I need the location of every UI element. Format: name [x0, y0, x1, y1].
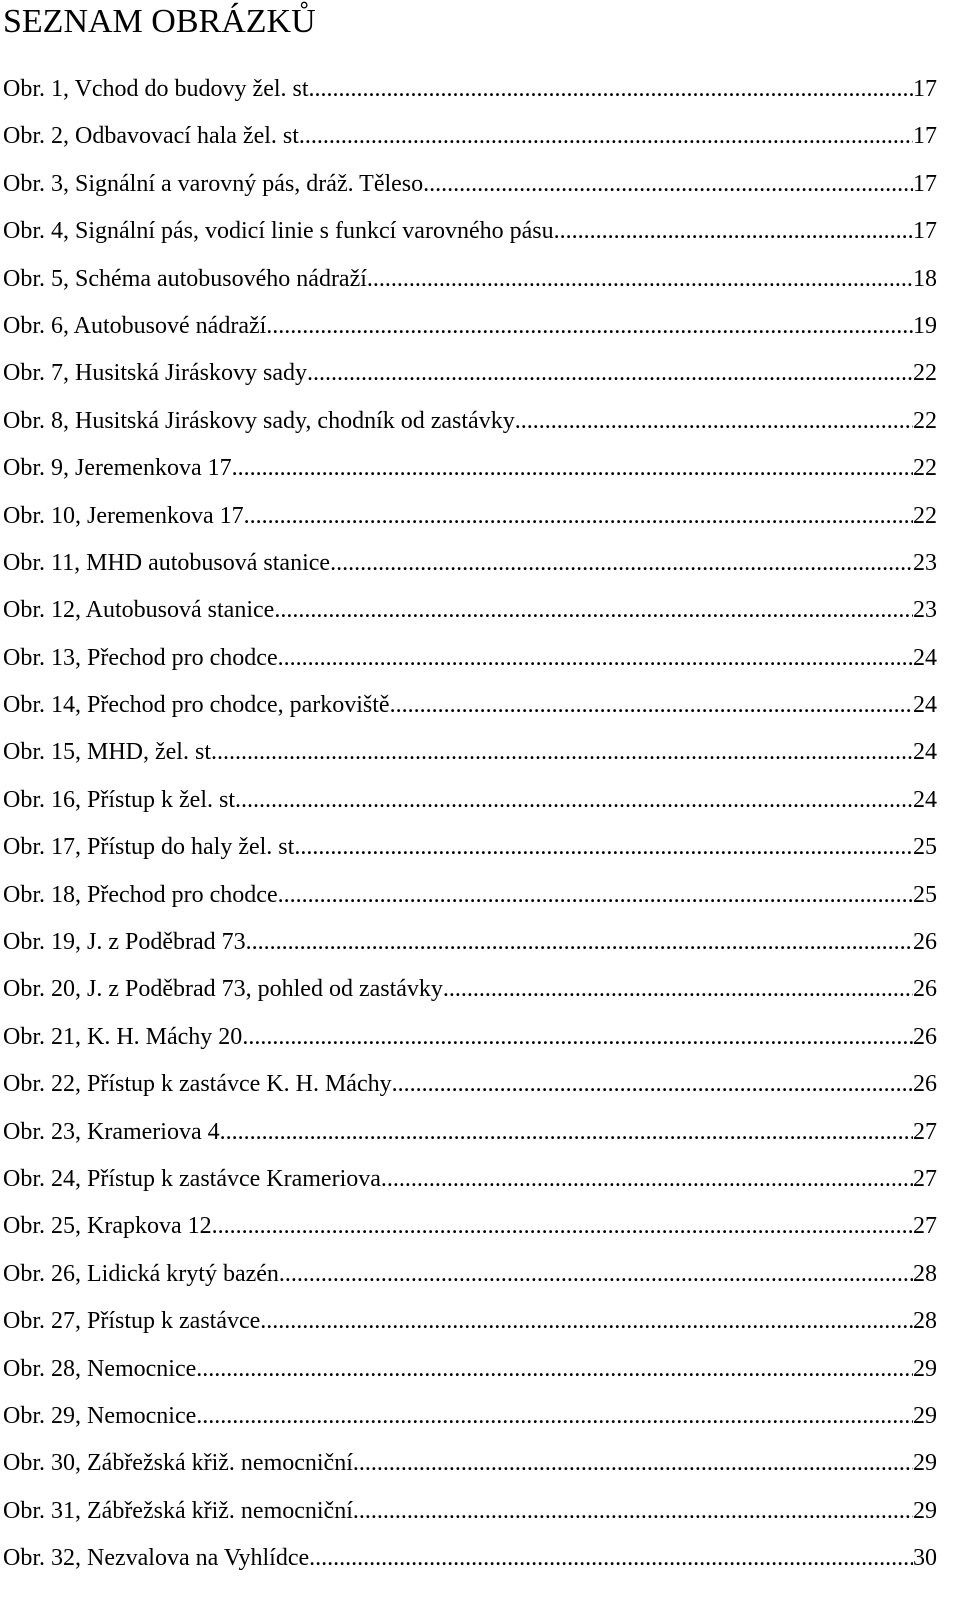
page-title: SEZNAM OBRÁZKŮ — [3, 3, 316, 40]
toc-entry-page-number: 24 — [913, 786, 937, 813]
toc-entry-label: Obr. 5, Schéma autobusového nádraží — [3, 265, 367, 292]
toc-entry-label: Obr. 17, Přístup do haly žel. st. — [3, 834, 301, 861]
toc-entry-page-number: 27 — [913, 1118, 937, 1145]
toc-entry-page-number: 17 — [913, 170, 937, 197]
toc-entry[interactable] — [3, 161, 937, 208]
toc-entry-label: Obr. 19, J. z Poděbrad 73 — [3, 929, 246, 956]
toc-entry[interactable] — [3, 1109, 937, 1156]
toc-entry-label: Obr. 16, Přístup k žel. st. — [3, 786, 241, 813]
toc-entry[interactable] — [3, 777, 937, 824]
dot-leader — [242, 1014, 913, 1061]
toc-entry-label: Obr. 28, Nemocnice — [3, 1355, 197, 1382]
dot-leader — [196, 1393, 913, 1440]
dot-leader — [554, 208, 913, 255]
toc-entry-label: Obr. 1, Vchod do budovy žel. st. — [3, 76, 315, 102]
toc-entry-label: Obr. 30, Zábřežská křiž. nemocniční — [3, 1450, 353, 1477]
toc-entry[interactable] — [3, 824, 937, 871]
toc-entry[interactable] — [3, 208, 937, 255]
toc-entry[interactable] — [3, 1535, 937, 1582]
dot-leader — [266, 303, 913, 350]
list-of-figures — [3, 66, 937, 1583]
toc-entry-label: Obr. 31, Zábřežská křiž. nemocniční — [3, 1497, 353, 1524]
toc-entry[interactable] — [3, 919, 937, 966]
toc-entry-page-number: 25 — [913, 881, 937, 908]
toc-entry[interactable] — [3, 635, 937, 682]
toc-entry-label: Obr. 2, Odbavovací hala žel. st. — [3, 123, 305, 150]
toc-entry-label: Obr. 14, Přechod pro chodce, parkoviště — [3, 692, 390, 719]
toc-entry-page-number: 26 — [913, 929, 937, 956]
toc-entry[interactable] — [3, 256, 937, 303]
toc-entry-label: Obr. 20, J. z Poděbrad 73, pohled od zastávky — [3, 976, 443, 1003]
toc-entry-label: Obr. 21, K. H. Máchy 20 — [3, 1023, 243, 1050]
toc-entry[interactable] — [3, 540, 937, 587]
toc-entry-label: Obr. 8, Husitská Jiráskovy sady, chodník od zastávky — [3, 407, 515, 434]
dot-leader — [353, 1440, 913, 1487]
dot-leader — [196, 1346, 913, 1393]
dot-leader — [212, 1203, 913, 1250]
dot-leader — [315, 66, 913, 113]
toc-entry[interactable] — [3, 1251, 937, 1298]
toc-entry-page-number: 22 — [913, 502, 937, 529]
toc-entry[interactable] — [3, 729, 937, 776]
toc-entry-label: Obr. 32, Nezvalova na Vyhlídce — [3, 1545, 310, 1572]
dot-leader — [246, 919, 913, 966]
toc-entry-label: Obr. 29, Nemocnice — [3, 1402, 197, 1429]
dot-leader — [367, 256, 913, 303]
toc-entry[interactable] — [3, 1393, 937, 1440]
toc-entry-page-number: 27 — [913, 1165, 937, 1192]
toc-entry-page-number: 23 — [913, 549, 937, 576]
toc-entry-label: Obr. 23, Krameriova 4 — [3, 1118, 220, 1145]
toc-entry-label: Obr. 26, Lidická krytý bazén — [3, 1260, 279, 1287]
toc-entry[interactable] — [3, 113, 937, 160]
toc-entry[interactable] — [3, 1156, 937, 1203]
dot-leader — [274, 587, 913, 634]
toc-entry[interactable] — [3, 398, 937, 445]
toc-entry-label: Obr. 9, Jeremenkova 17 — [3, 455, 232, 482]
dot-leader — [241, 777, 913, 824]
toc-entry-label: Obr. 7, Husitská Jiráskovy sady — [3, 360, 307, 387]
dot-leader — [307, 350, 913, 397]
dot-leader — [220, 1109, 913, 1156]
toc-entry-page-number: 29 — [913, 1497, 937, 1524]
toc-entry[interactable] — [3, 587, 937, 634]
dot-leader — [278, 872, 913, 919]
toc-entry-page-number: 22 — [913, 360, 937, 387]
toc-entry-label: Obr. 12, Autobusová stanice — [3, 597, 275, 624]
toc-entry[interactable] — [3, 1346, 937, 1393]
dot-leader — [305, 113, 913, 160]
toc-entry[interactable] — [3, 445, 937, 492]
toc-entry[interactable] — [3, 966, 937, 1013]
toc-entry-page-number: 22 — [913, 455, 937, 482]
toc-entry-page-number: 17 — [913, 123, 937, 150]
toc-entry-label: Obr. 6, Autobusové nádraží — [3, 312, 267, 339]
dot-leader — [392, 1061, 913, 1108]
toc-entry[interactable] — [3, 872, 937, 919]
toc-entry-page-number: 30 — [913, 1545, 937, 1572]
toc-entry-page-number: 26 — [913, 976, 937, 1003]
toc-entry[interactable] — [3, 350, 937, 397]
toc-entry[interactable] — [3, 1203, 937, 1250]
toc-entry[interactable] — [3, 682, 937, 729]
dot-leader — [309, 1535, 913, 1582]
dot-leader — [443, 966, 913, 1013]
toc-entry-label: Obr. 18, Přechod pro chodce — [3, 881, 278, 908]
toc-entry-page-number: 22 — [913, 407, 937, 434]
toc-entry-page-number: 17 — [913, 76, 937, 102]
toc-entry-label: Obr. 27, Přístup k zastávce — [3, 1308, 261, 1335]
toc-entry-page-number: 29 — [913, 1402, 937, 1429]
toc-entry-label: Obr. 3, Signální a varovný pás, dráž. Těleso — [3, 170, 424, 197]
toc-entry[interactable] — [3, 1440, 937, 1487]
toc-entry-page-number: 23 — [913, 597, 937, 624]
dot-leader — [390, 682, 913, 729]
dot-leader — [279, 1251, 913, 1298]
toc-entry[interactable] — [3, 66, 937, 113]
toc-entry-label: Obr. 10, Jeremenkova 17 — [3, 502, 244, 529]
toc-entry-label: Obr. 22, Přístup k zastávce K. H. Máchy — [3, 1071, 392, 1098]
toc-entry[interactable] — [3, 1014, 937, 1061]
dot-leader — [260, 1298, 913, 1345]
toc-entry-page-number: 19 — [913, 312, 937, 339]
toc-entry-page-number: 29 — [913, 1450, 937, 1477]
toc-entry-label: Obr. 11, MHD autobusová stanice — [3, 549, 331, 576]
toc-entry-page-number: 24 — [913, 644, 937, 671]
toc-entry-page-number: 26 — [913, 1023, 937, 1050]
dot-leader — [381, 1156, 913, 1203]
toc-entry[interactable] — [3, 1298, 937, 1345]
toc-entry-page-number: 27 — [913, 1213, 937, 1240]
toc-entry-page-number: 18 — [913, 265, 937, 292]
dot-leader — [423, 161, 913, 208]
toc-entry-page-number: 26 — [913, 1071, 937, 1098]
dot-leader — [330, 540, 913, 587]
dot-leader — [232, 445, 913, 492]
toc-entry[interactable] — [3, 1061, 937, 1108]
toc-entry-page-number: 17 — [913, 218, 937, 245]
toc-entry-page-number: 25 — [913, 834, 937, 861]
toc-entry-label: Obr. 4, Signální pás, vodicí linie s funkcí varovného pásu — [3, 218, 554, 245]
toc-entry-label: Obr. 25, Krapkova 12 — [3, 1213, 212, 1240]
toc-entry-page-number: 28 — [913, 1260, 937, 1287]
toc-entry[interactable] — [3, 303, 937, 350]
toc-entry-page-number: 24 — [913, 692, 937, 719]
dot-leader — [278, 635, 913, 682]
toc-entry-page-number: 24 — [913, 739, 937, 766]
toc-entry[interactable] — [3, 493, 937, 540]
toc-entry[interactable] — [3, 1488, 937, 1535]
toc-entry-page-number: 29 — [913, 1355, 937, 1382]
toc-entry-label: Obr. 24, Přístup k zastávce Krameriova — [3, 1165, 381, 1192]
toc-entry-page-number: 28 — [913, 1308, 937, 1335]
dot-leader — [300, 824, 913, 871]
dot-leader — [217, 729, 913, 776]
dot-leader — [515, 398, 913, 445]
dot-leader — [244, 493, 913, 540]
toc-entry-label: Obr. 13, Přechod pro chodce — [3, 644, 278, 671]
toc-entry-label: Obr. 15, MHD, žel. st. — [3, 739, 217, 766]
dot-leader — [353, 1488, 913, 1535]
